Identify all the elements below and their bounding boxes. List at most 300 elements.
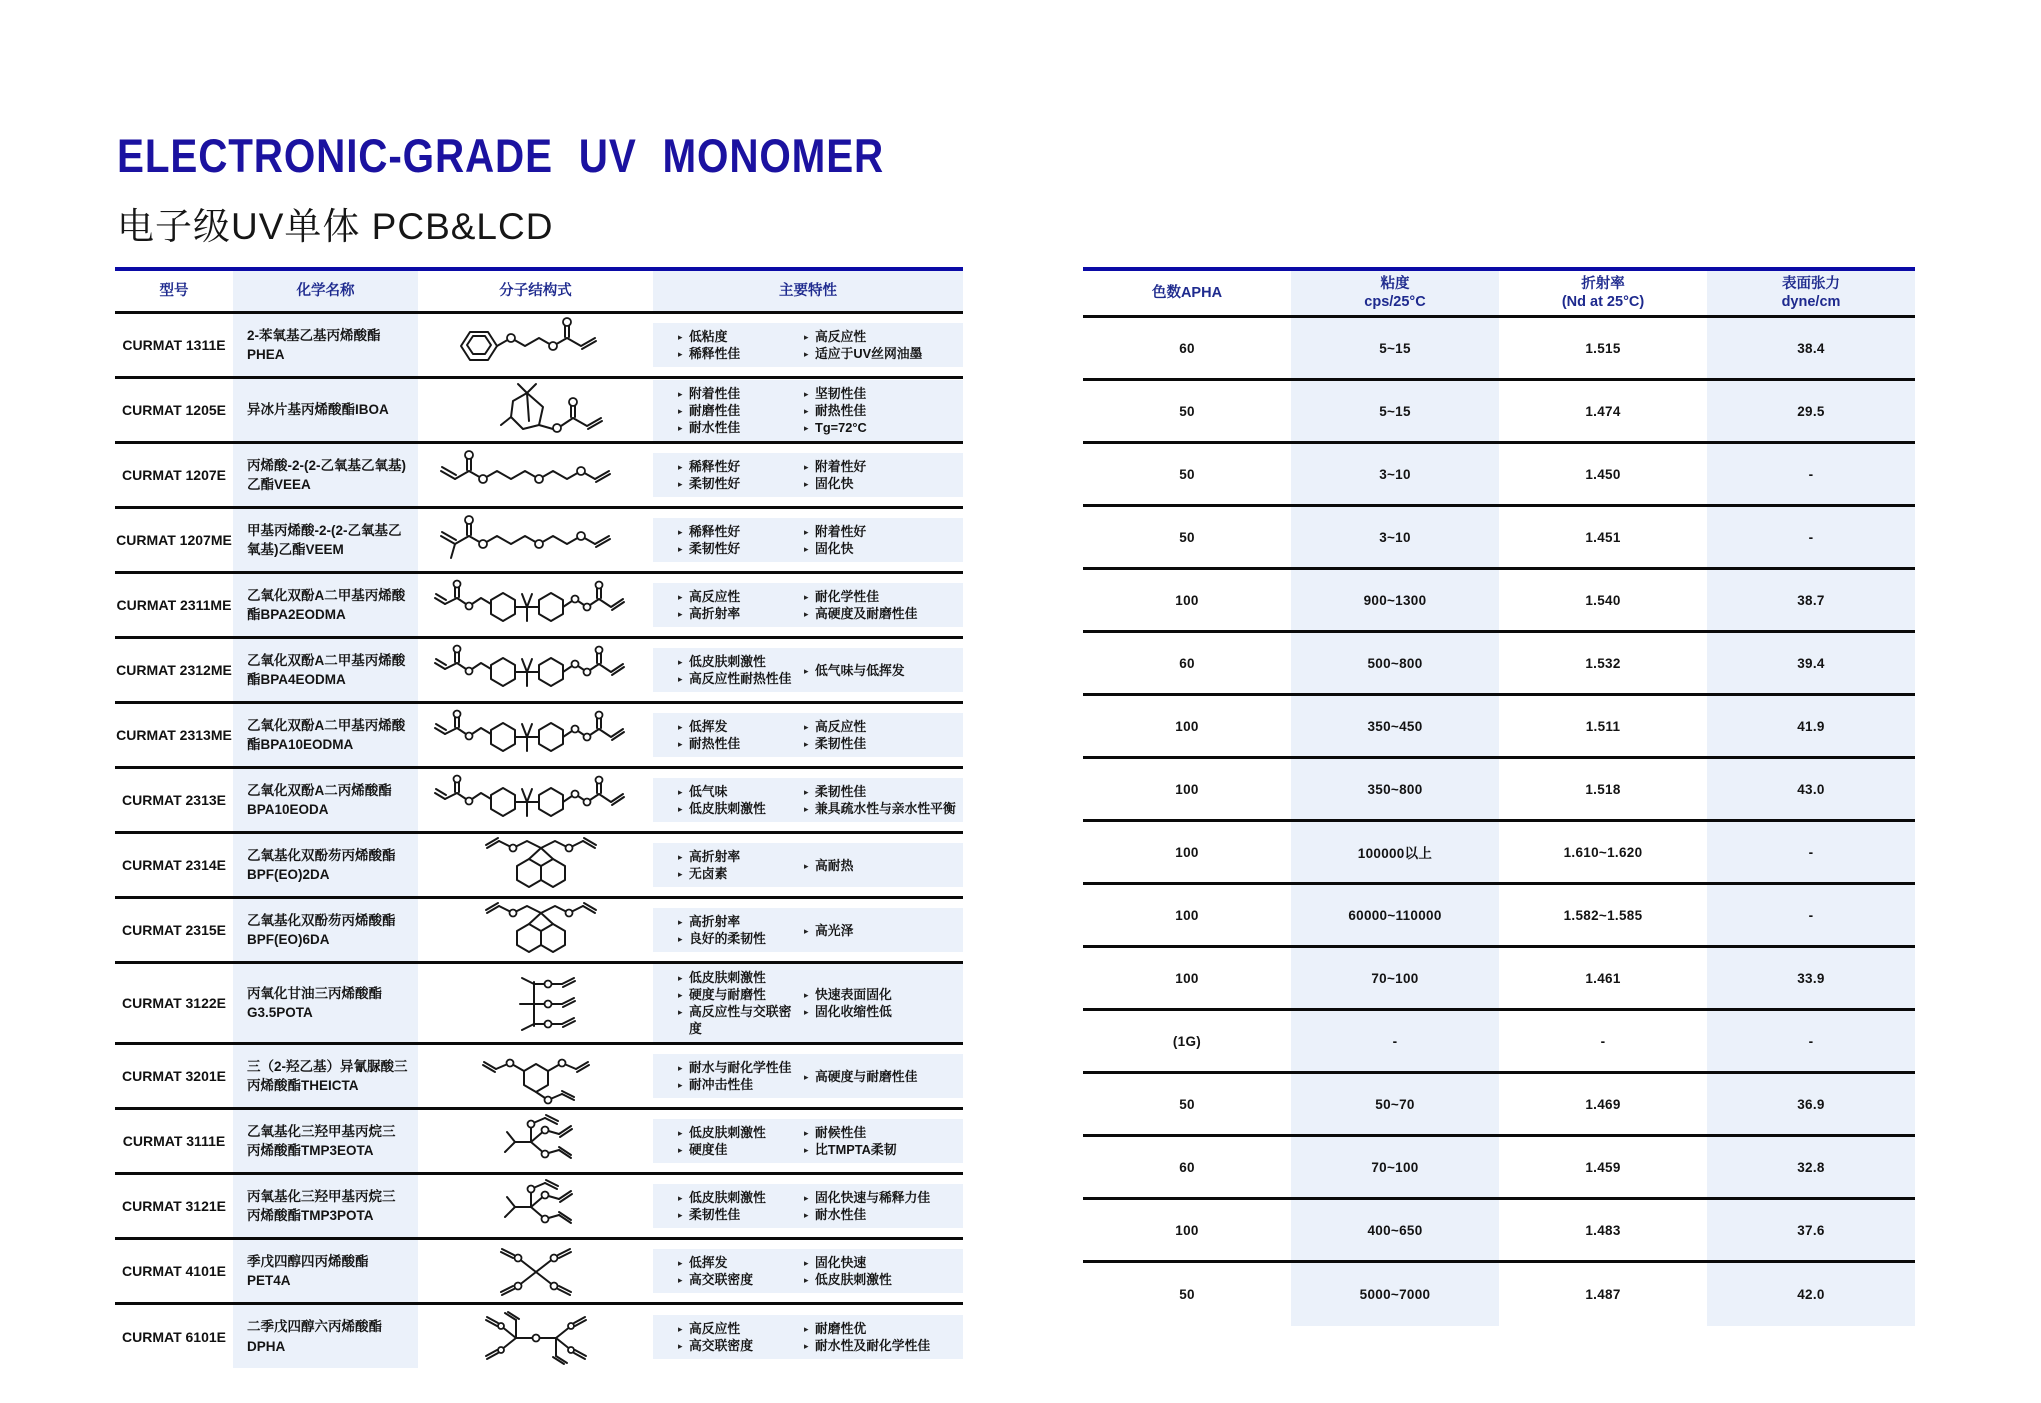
- feature-item: ▸ 低皮肤刺激性: [678, 653, 802, 670]
- fluorene-structure-drawing: [431, 836, 641, 894]
- chemical-name-cell: [233, 704, 418, 766]
- features-list-right: [804, 857, 959, 874]
- feature-item: ▸ 低气味与低挥发: [804, 662, 959, 679]
- refractive-index-cell: 1.487: [1585, 1287, 1621, 1303]
- properties-row: [1083, 444, 1915, 507]
- features-list-left: [678, 458, 802, 492]
- model-cell: CURMAT 2313ME: [116, 727, 232, 743]
- monomer-row: [115, 1110, 963, 1175]
- features-cell: [653, 843, 963, 887]
- structure-cell: [418, 769, 653, 831]
- chemical-name-cell: [233, 639, 418, 701]
- structure-cell: [418, 639, 653, 701]
- features-list-left: [678, 1059, 802, 1093]
- refractive-index-cell: 1.451: [1585, 529, 1621, 545]
- monomer-row: [115, 444, 963, 509]
- chemical-name-cell: [233, 1305, 418, 1368]
- chemical-name-cell: [233, 964, 418, 1042]
- viscosity-cell: 70~100: [1291, 1137, 1499, 1197]
- properties-row: [1083, 1137, 1915, 1200]
- viscosity-cell: 70~100: [1291, 948, 1499, 1008]
- monomer-table-header: [115, 271, 963, 314]
- properties-row: [1083, 1011, 1915, 1074]
- structure-cell: [418, 964, 653, 1042]
- viscosity-cell: 60000~110000: [1291, 885, 1499, 945]
- chemical-name-text: 甲基丙烯酸-2-(2-乙氧基乙氧基)乙酯VEEM: [247, 522, 402, 557]
- surface-tension-cell: 37.6: [1707, 1200, 1915, 1260]
- features-list-right: [804, 385, 959, 436]
- properties-row: [1083, 696, 1915, 759]
- viscosity-cell: 500~800: [1291, 633, 1499, 693]
- features-list-left: [678, 653, 802, 687]
- features-list-right: [804, 328, 959, 362]
- refractive-index-cell: 1.511: [1585, 718, 1621, 734]
- refractive-index-cell: 1.474: [1585, 403, 1621, 419]
- monomer-row: [115, 899, 963, 964]
- feature-item: ▸ 耐磨性优: [804, 1320, 959, 1337]
- feature-item: ▸ 附着性佳: [678, 385, 802, 402]
- features-list-left: [678, 848, 802, 882]
- col-header-apha-color: [1083, 271, 1291, 315]
- properties-row: [1083, 885, 1915, 948]
- feature-item: ▸ 耐冲击性佳: [678, 1076, 802, 1093]
- apha-color-cell: 60: [1179, 1159, 1195, 1175]
- feature-item: ▸ 高折射率: [678, 848, 802, 865]
- structure-cell: [418, 1175, 653, 1237]
- chemical-name-text: 三（2-羟乙基）异氰脲酸三丙烯酸酯THEICTA: [247, 1058, 408, 1093]
- model-cell: CURMAT 1205E: [122, 402, 226, 418]
- viscosity-cell: 100000以上: [1291, 822, 1499, 882]
- refractive-index-cell: 1.469: [1585, 1096, 1621, 1112]
- surface-tension-cell: 43.0: [1707, 759, 1915, 819]
- features-list-left: [678, 1189, 802, 1223]
- apha-color-cell: (1G): [1172, 1033, 1202, 1049]
- feature-item: ▸ 高耐热: [804, 857, 959, 874]
- features-list-right: [804, 1124, 959, 1158]
- properties-table: [1083, 267, 1915, 1326]
- chemical-name-cell: [233, 314, 418, 376]
- features-list-left: [678, 1254, 802, 1288]
- apha-color-cell: 100: [1175, 970, 1199, 986]
- surface-tension-cell: 32.8: [1707, 1137, 1915, 1197]
- features-list-left: [678, 1124, 802, 1158]
- header-line: 色数APHA: [1151, 285, 1223, 302]
- viscosity-cell: -: [1291, 1011, 1499, 1071]
- viscosity-cell: 50~70: [1291, 1074, 1499, 1134]
- col-header-refractive-index: [1499, 271, 1707, 315]
- structure-cell: [418, 314, 653, 376]
- arm3-structure-drawing: [431, 1112, 641, 1170]
- features-cell: [653, 713, 963, 757]
- chemical-name-cell: [233, 769, 418, 831]
- refractive-index-cell: 1.483: [1585, 1222, 1621, 1238]
- chemical-name-cell: [233, 834, 418, 896]
- feature-item: ▸ 坚韧性佳: [804, 385, 959, 402]
- chemical-name-text: 丙烯酸-2-(2-乙氧基乙氧基)乙酯VEEA: [247, 457, 406, 492]
- structure-cell: [418, 899, 653, 961]
- model-cell: CURMAT 2312ME: [116, 662, 232, 678]
- col-header-structure: 分子结构式: [499, 282, 572, 299]
- bisphenol-structure-drawing: [427, 576, 645, 634]
- feature-item: ▸ 高光泽: [804, 922, 959, 939]
- properties-row: [1083, 822, 1915, 885]
- features-cell: [653, 453, 963, 497]
- features-list-right: [804, 1254, 959, 1288]
- properties-row: [1083, 1263, 1915, 1326]
- features-cell: [653, 908, 963, 952]
- feature-item: ▸ 稀释性好: [678, 458, 802, 475]
- monomer-row: [115, 704, 963, 769]
- viscosity-cell: 3~10: [1291, 507, 1499, 567]
- bisphenol-structure-drawing: [427, 706, 645, 764]
- feature-item: ▸ 低皮肤刺激性: [678, 1124, 802, 1141]
- feature-item: ▸ 耐水性及耐化学性佳: [804, 1337, 959, 1354]
- feature-item: ▸ 快速表面固化: [804, 986, 959, 1003]
- structure-cell: [418, 1110, 653, 1172]
- features-list-right: [804, 458, 959, 492]
- features-list-left: [678, 385, 802, 436]
- features-list-right: [804, 588, 959, 622]
- apha-color-cell: 50: [1179, 529, 1195, 545]
- feature-item: ▸ 耐水性佳: [678, 419, 802, 436]
- model-cell: CURMAT 1311E: [122, 337, 226, 353]
- properties-row: [1083, 507, 1915, 570]
- refractive-index-cell: 1.532: [1585, 655, 1621, 671]
- apha-color-cell: 60: [1179, 655, 1195, 671]
- feature-item: ▸ 高交联密度: [678, 1271, 802, 1288]
- feature-item: ▸ 耐热性佳: [678, 735, 802, 752]
- chemical-name-cell: [233, 509, 418, 571]
- features-list-right: [804, 783, 959, 817]
- feature-item: ▸ 低皮肤刺激性: [678, 969, 802, 986]
- col-header-features: 主要特性: [653, 271, 963, 311]
- chemical-name-text: 乙氧化双酚A二甲基丙烯酸酯BPA4EODMA: [247, 652, 406, 687]
- model-cell: CURMAT 3111E: [122, 1133, 226, 1149]
- surface-tension-cell: -: [1707, 1011, 1915, 1071]
- feature-item: ▸ 高反应性与交联密度: [678, 1003, 802, 1037]
- refractive-index-cell: 1.461: [1585, 970, 1621, 986]
- feature-item: ▸ 柔韧性好: [678, 540, 802, 557]
- chemical-name-text: 季戊四醇四丙烯酸酯PET4A: [247, 1253, 369, 1288]
- monomer-row: [115, 379, 963, 444]
- refractive-index-cell: -: [1600, 1033, 1606, 1049]
- arm4-structure-drawing: [431, 1242, 641, 1300]
- structure-cell: [418, 1240, 653, 1302]
- properties-row: [1083, 381, 1915, 444]
- surface-tension-cell: 33.9: [1707, 948, 1915, 1008]
- monomer-row: [115, 964, 963, 1045]
- comb3-structure-drawing: [431, 974, 641, 1032]
- apha-color-cell: 60: [1179, 340, 1195, 356]
- features-cell: [653, 964, 963, 1042]
- feature-item: ▸ 高折射率: [678, 913, 802, 930]
- surface-tension-cell: -: [1707, 507, 1915, 567]
- surface-tension-cell: -: [1707, 444, 1915, 504]
- features-list-left: [678, 718, 802, 752]
- apha-color-cell: 50: [1179, 1096, 1195, 1112]
- chemical-name-cell: [233, 444, 418, 506]
- properties-row: [1083, 1074, 1915, 1137]
- chemical-name-cell: [233, 1240, 418, 1302]
- surface-tension-cell: 42.0: [1707, 1263, 1915, 1326]
- properties-row: [1083, 1200, 1915, 1263]
- header-line: dyne/cm: [1781, 294, 1841, 311]
- features-cell: [653, 518, 963, 562]
- features-list-left: [678, 969, 802, 1037]
- bicyclic-structure-drawing: [431, 381, 641, 439]
- chemical-name-text: 乙氧化双酚A二甲基丙烯酸酯BPA2EODMA: [247, 587, 406, 622]
- col-header-chemical-name: 化学名称: [233, 271, 418, 311]
- feature-item: ▸ Tg=72°C: [804, 419, 959, 436]
- feature-item: ▸ 良好的柔韧性: [678, 930, 802, 947]
- features-list-left: [678, 783, 802, 817]
- refractive-index-cell: 1.610~1.620: [1563, 844, 1643, 860]
- features-list-left: [678, 1320, 802, 1354]
- surface-tension-cell: -: [1707, 885, 1915, 945]
- structure-cell: [418, 509, 653, 571]
- surface-tension-cell: 41.9: [1707, 696, 1915, 756]
- properties-row: [1083, 948, 1915, 1011]
- bisphenol-structure-drawing: [427, 641, 645, 699]
- features-cell: [653, 323, 963, 367]
- feature-item: ▸ 比TMPTA柔韧: [804, 1141, 959, 1158]
- feature-item: ▸ 高反应性: [804, 328, 959, 345]
- features-list-right: [804, 662, 959, 679]
- features-cell: [653, 1119, 963, 1163]
- viscosity-cell: 3~10: [1291, 444, 1499, 504]
- monomer-table: [115, 267, 963, 1368]
- chemical-name-text: 异冰片基丙烯酸酯IBOA: [247, 402, 389, 418]
- feature-item: ▸ 适应于UV丝网油墨: [804, 345, 959, 362]
- feature-item: ▸ 固化快: [804, 475, 959, 492]
- feature-item: ▸ 柔韧性佳: [678, 1206, 802, 1223]
- model-cell: CURMAT 4101E: [122, 1263, 226, 1279]
- apha-color-cell: 100: [1175, 907, 1199, 923]
- feature-item: ▸ 附着性好: [804, 458, 959, 475]
- feature-item: ▸ 高交联密度: [678, 1337, 802, 1354]
- model-cell: CURMAT 2313E: [122, 792, 226, 808]
- feature-item: ▸ 柔韧性佳: [804, 735, 959, 752]
- structure-cell: [418, 379, 653, 441]
- feature-item: ▸ 附着性好: [804, 523, 959, 540]
- refractive-index-cell: 1.515: [1585, 340, 1621, 356]
- monomer-row: [115, 1045, 963, 1110]
- apha-color-cell: 100: [1175, 718, 1199, 734]
- monomer-row: [115, 574, 963, 639]
- surface-tension-cell: -: [1707, 822, 1915, 882]
- arm6-structure-drawing: [431, 1308, 641, 1366]
- viscosity-cell: 5~15: [1291, 318, 1499, 378]
- feature-item: ▸ 兼具疏水性与亲水性平衡: [804, 800, 959, 817]
- header-line: 折射率: [1581, 276, 1625, 292]
- surface-tension-cell: 29.5: [1707, 381, 1915, 441]
- feature-item: ▸ 耐磨性佳: [678, 402, 802, 419]
- feature-item: ▸ 高硬度及耐磨性佳: [804, 605, 959, 622]
- model-cell: CURMAT 3122E: [122, 995, 226, 1011]
- monomer-row: [115, 834, 963, 899]
- viscosity-cell: 5000~7000: [1291, 1263, 1499, 1326]
- chemical-name-cell: [233, 1110, 418, 1172]
- phenoxy-structure-drawing: [431, 316, 641, 374]
- ring3-structure-drawing: [431, 1047, 641, 1105]
- chemical-name-text: 乙氧基化双酚芴丙烯酸酯BPF(EO)2DA: [247, 847, 396, 882]
- apha-color-cell: 100: [1175, 1222, 1199, 1238]
- structure-cell: [418, 574, 653, 636]
- apha-color-cell: 100: [1175, 844, 1199, 860]
- refractive-index-cell: 1.450: [1585, 466, 1621, 482]
- chemical-name-text: 乙氧化双酚A二丙烯酸酯BPA10EODA: [247, 782, 392, 817]
- feature-item: ▸ 固化快速: [804, 1254, 959, 1271]
- monomer-row: [115, 509, 963, 574]
- feature-item: ▸ 低皮肤刺激性: [678, 800, 802, 817]
- feature-item: ▸ 耐水与耐化学性佳: [678, 1059, 802, 1076]
- chemical-name-text: 二季戊四醇六丙烯酸酯DPHA: [247, 1319, 382, 1354]
- properties-row: [1083, 759, 1915, 822]
- chemical-name-text: 丙氧化甘油三丙烯酸酯G3.5POTA: [247, 985, 382, 1020]
- feature-item: ▸ 固化快: [804, 540, 959, 557]
- surface-tension-cell: 36.9: [1707, 1074, 1915, 1134]
- viscosity-cell: 400~650: [1291, 1200, 1499, 1260]
- monomer-row: [115, 769, 963, 834]
- monomer-row: [115, 639, 963, 704]
- feature-item: ▸ 低皮肤刺激性: [804, 1271, 959, 1288]
- chemical-name-cell: [233, 574, 418, 636]
- model-cell: CURMAT 3121E: [122, 1198, 226, 1214]
- bisphenol-structure-drawing: [427, 771, 645, 829]
- features-list-right: [804, 1189, 959, 1223]
- structure-cell: [418, 834, 653, 896]
- feature-item: ▸ 低挥发: [678, 1254, 802, 1271]
- header-line: (Nd at 25°C): [1561, 294, 1645, 311]
- features-list-left: [678, 523, 802, 557]
- features-list-left: [678, 328, 802, 362]
- monomer-table-body: [115, 314, 963, 1368]
- apha-color-cell: 50: [1179, 466, 1195, 482]
- properties-row: [1083, 318, 1915, 381]
- features-cell: [653, 778, 963, 822]
- properties-table-body: [1083, 318, 1915, 1326]
- features-list-left: [678, 913, 802, 947]
- model-cell: CURMAT 6101E: [122, 1328, 226, 1345]
- feature-item: ▸ 柔韧性佳: [804, 783, 959, 800]
- feature-item: ▸ 高折射率: [678, 605, 802, 622]
- feature-item: ▸ 高硬度与耐磨性佳: [804, 1068, 959, 1085]
- feature-item: ▸ 低挥发: [678, 718, 802, 735]
- header-line: 表面张力: [1782, 276, 1840, 292]
- feature-item: ▸ 高反应性: [804, 718, 959, 735]
- chemical-name-cell: [233, 1045, 418, 1107]
- feature-item: ▸ 耐水性佳: [804, 1206, 959, 1223]
- surface-tension-cell: 39.4: [1707, 633, 1915, 693]
- arm3-structure-drawing: [431, 1177, 641, 1235]
- features-list-left: [678, 588, 802, 622]
- model-cell: CURMAT 2315E: [122, 922, 226, 938]
- page-title: ELECTRONIC-GRADE UV MONOMER: [117, 129, 885, 182]
- viscosity-cell: 900~1300: [1291, 570, 1499, 630]
- structure-cell: [418, 1305, 653, 1368]
- feature-item: ▸ 耐化学性佳: [804, 588, 959, 605]
- viscosity-cell: 350~450: [1291, 696, 1499, 756]
- chemical-name-cell: [233, 899, 418, 961]
- header-line: 粘度: [1380, 276, 1410, 292]
- feature-item: ▸ 稀释性好: [678, 523, 802, 540]
- model-cell: CURMAT 1207ME: [116, 532, 232, 548]
- monomer-row: [115, 1305, 963, 1368]
- monomer-row: [115, 1240, 963, 1305]
- refractive-index-cell: 1.518: [1585, 781, 1621, 797]
- model-cell: CURMAT 3201E: [122, 1068, 226, 1084]
- feature-item: ▸ 固化收缩性低: [804, 1003, 959, 1020]
- structure-cell: [418, 444, 653, 506]
- apha-color-cell: 100: [1175, 781, 1199, 797]
- fluorene-structure-drawing: [431, 901, 641, 959]
- chemical-name-text: 2-苯氧基乙基丙烯酸酯PHEA: [247, 327, 381, 362]
- properties-row: [1083, 633, 1915, 696]
- model-cell: CURMAT 2311ME: [116, 597, 232, 613]
- features-list-right: [804, 718, 959, 752]
- structure-cell: [418, 1045, 653, 1107]
- apha-color-cell: 50: [1179, 403, 1195, 419]
- feature-item: ▸ 低气味: [678, 783, 802, 800]
- feature-item: ▸ 耐热性佳: [804, 402, 959, 419]
- features-cell: [653, 1249, 963, 1293]
- model-cell: CURMAT 1207E: [122, 467, 226, 483]
- properties-row: [1083, 570, 1915, 633]
- viscosity-cell: 5~15: [1291, 381, 1499, 441]
- refractive-index-cell: 1.540: [1585, 592, 1621, 608]
- feature-item: ▸ 高反应性耐热性佳: [678, 670, 802, 687]
- surface-tension-cell: 38.4: [1707, 318, 1915, 378]
- features-list-right: [804, 1320, 959, 1354]
- features-list-right: [804, 523, 959, 557]
- header-line: cps/25°C: [1364, 294, 1426, 311]
- chemical-name-text: 丙氧基化三羟甲基丙烷三丙烯酸酯TMP3POTA: [247, 1188, 396, 1223]
- feature-item: ▸ 稀释性佳: [678, 345, 802, 362]
- feature-item: ▸ 无卤素: [678, 865, 802, 882]
- features-cell: [653, 380, 963, 441]
- features-list-right: [804, 986, 959, 1020]
- refractive-index-cell: 1.582~1.585: [1563, 907, 1643, 923]
- apha-color-cell: 50: [1179, 1287, 1195, 1303]
- feature-item: ▸ 硬度与耐磨性: [678, 986, 802, 1003]
- feature-item: ▸ 高反应性: [678, 1320, 802, 1337]
- features-cell: [653, 648, 963, 692]
- features-cell: [653, 583, 963, 627]
- chemical-name-text: 乙氧基化双酚芴丙烯酸酯BPF(EO)6DA: [247, 912, 396, 947]
- features-list-right: [804, 922, 959, 939]
- chemical-name-cell: [233, 1175, 418, 1237]
- features-cell: [653, 1184, 963, 1228]
- structure-cell: [418, 704, 653, 766]
- apha-color-cell: 100: [1175, 592, 1199, 608]
- monomer-row: [115, 314, 963, 379]
- feature-item: ▸ 柔韧性好: [678, 475, 802, 492]
- features-list-right: [804, 1068, 959, 1085]
- refractive-index-cell: 1.459: [1585, 1159, 1621, 1175]
- col-header-surface-tension: [1707, 271, 1915, 315]
- chemical-name-text: 乙氧化双酚A二甲基丙烯酸酯BPA10EODMA: [247, 717, 406, 752]
- surface-tension-cell: 38.7: [1707, 570, 1915, 630]
- viscosity-cell: 350~800: [1291, 759, 1499, 819]
- model-cell: CURMAT 2314E: [122, 857, 226, 873]
- chemical-name-cell: [233, 379, 418, 441]
- feature-item: ▸ 耐候性佳: [804, 1124, 959, 1141]
- col-header-model: 型号: [159, 282, 189, 299]
- features-cell: [653, 1315, 963, 1359]
- chain-structure-drawing: [431, 446, 641, 504]
- features-cell: [653, 1054, 963, 1098]
- feature-item: ▸ 硬度佳: [678, 1141, 802, 1158]
